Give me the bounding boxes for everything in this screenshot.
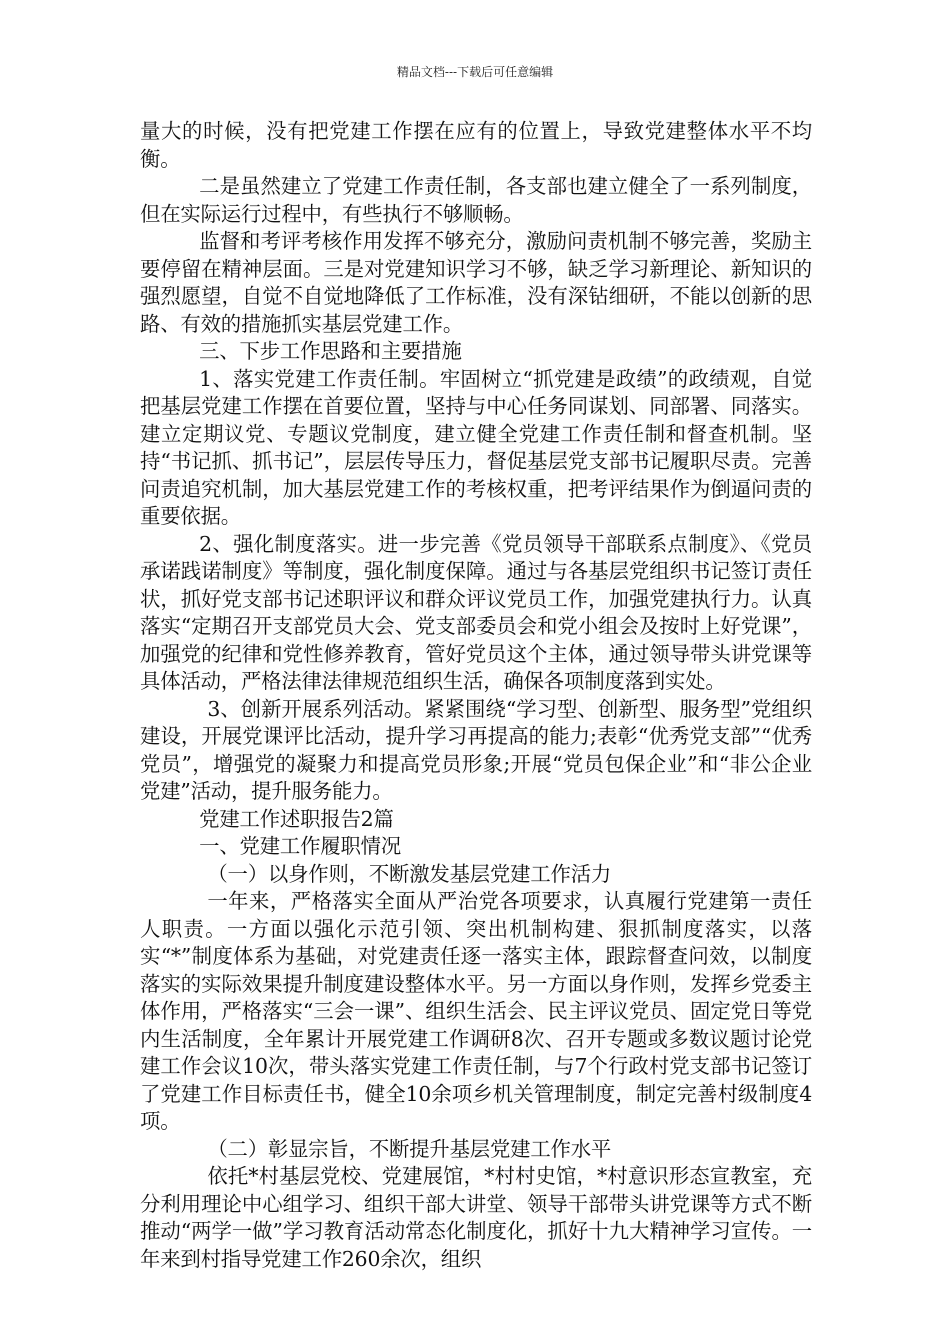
- paragraph: 1、落实党建工作责任制。牢固树立“抓党建是政绩”的政绩观，自觉把基层党建工作摆在首要位置，坚持与中心任务同谋划、同部署、同落实。建立定期议党、专题议党制度，建立健全党建工作责任制和督查机制。坚持“书记抓、抓书记”，层层传导压力，督促基层党支部书记履职尽责。完善问责追究机制，加大基层党建工作的考核权重，把考评结果作为倒逼问责的重要依据。: [140, 366, 812, 528]
- paragraph: 3、创新开展系列活动。紧紧围绕“学习型、创新型、服务型”党组织建设，开展党课评比活动，提升学习再提高的能力;表彰“优秀党支部”“优秀党员”，增强党的凝聚力和提高党员形象;开展“党员包保企业”和“非公企业党建”活动，提升服务能力。: [140, 696, 812, 803]
- subsection-heading: （二）彰显宗旨，不断提升基层党建工作水平: [207, 1136, 612, 1161]
- paragraph: 监督和考评考核作用发挥不够充分，激励问责机制不够完善，奖励主要停留在精神层面。三是对党建知识学习不够，缺乏学习新理论、新知识的强烈愿望，自觉不自觉地降低了工作标准，没有深钻细研，不能以创新的思路、有效的措施抓实基层党建工作。: [140, 229, 812, 336]
- paragraph: 二是虽然建立了党建工作责任制，各支部也建立健全了一系列制度，但在实际运行过程中，有些执行不够顺畅。: [140, 174, 812, 226]
- paragraph: 一年来，严格落实全面从严治党各项要求，认真履行党建第一责任人职责。一方面以强化示范引领、突出机制构建、狠抓制度落实，以落实“*”制度体系为基础，对党建责任逐一落实主体，跟踪督查问效，以制度落实的实际效果提升制度建设整体水平。另一方面以身作则，发挥乡党委主体作用，严格落实“三会一课”、组织生活会、民主评议党员、固定党日等党内生活制度，全年累计开展党建工作调研8次、召开专题或多数议题讨论党建工作会议10次，带头落实党建工作责任制，与7个行政村党支部书记签订了党建工作目标责任书，健全10余项乡机关管理制度，制定完善村级制度4项。: [140, 889, 812, 1133]
- section-heading: 一、党建工作履职情况: [199, 834, 402, 858]
- document-body: [140, 118, 812, 1273]
- document-title: 党建工作述职报告2篇: [199, 806, 394, 831]
- page-header: 精品文档---下载后可任意编辑: [396, 65, 554, 79]
- paragraph: 依托*村基层党校、党建展馆，*村村史馆，*村意识形态宣教室，充分利用理论中心组学习、组织干部大讲堂、领导干部带头讲党课等方式不断推动“两学一做”学习教育活动常态化制度化，抓好十九大精神学习宣传。一年来到村指导党建工作260余次，组织: [140, 1164, 812, 1271]
- paragraph: 2、强化制度落实。进一步完善《党员领导干部联系点制度》、《党员承诺践诺制度》等制度，强化制度保障。通过与各基层党组织书记签订责任状，抓好党支部书记述职评议和群众评议党员工作，加强党建执行力。认真落实“定期召开支部党员大会、党支部委员会和党小组会及按时上好党课”，加强党的纪律和党性修养教育，管好党员这个主体，通过领导带头讲党课等具体活动，严格法律法律规范组织生活，确保各项制度落到实处。: [140, 531, 812, 693]
- section-heading: 三、下步工作思路和主要措施: [199, 339, 462, 363]
- subsection-heading: （一）以身作则，不断激发基层党建工作活力: [207, 861, 612, 886]
- paragraph: 量大的时候，没有把党建工作摆在应有的位置上，导致党建整体水平不均衡。: [140, 119, 812, 171]
